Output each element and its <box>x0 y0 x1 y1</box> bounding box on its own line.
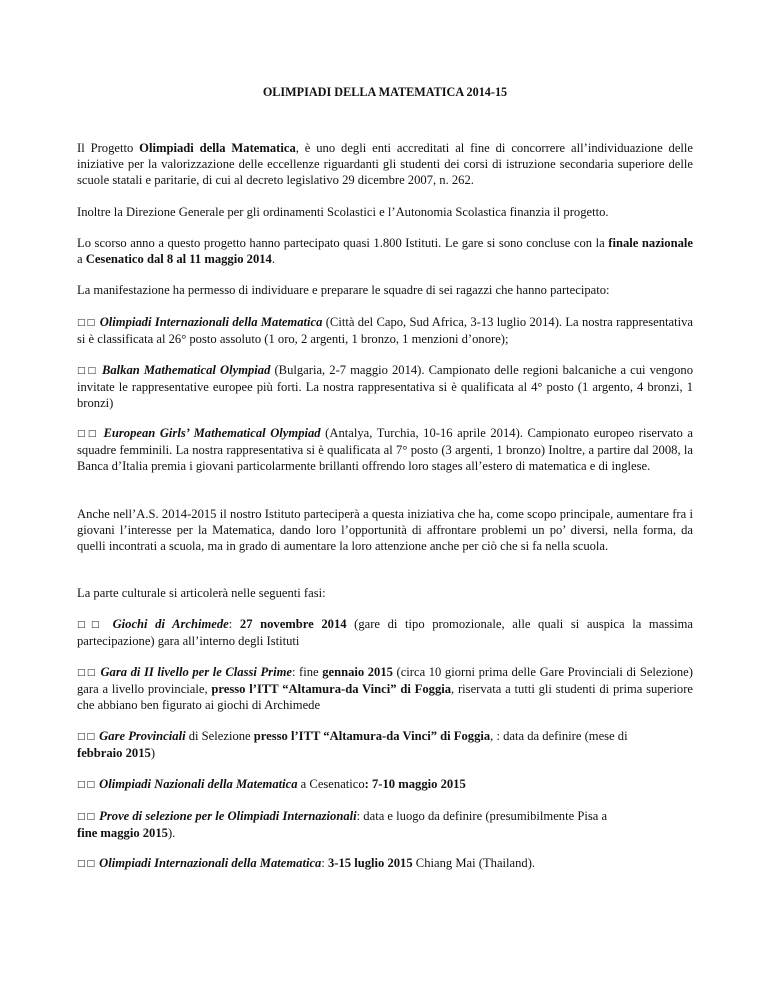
text: a Cesenatico <box>297 777 365 791</box>
bullet-icon: □□ <box>77 668 97 678</box>
bullet-icon: □□ <box>77 732 97 742</box>
phase-date: : 7-10 maggio 2015 <box>364 777 466 791</box>
phase-name: Gara di II livello per le Classi Prime <box>100 665 292 679</box>
bullet-icon: □□ <box>77 780 97 790</box>
text: : fine <box>291 665 323 679</box>
phase-classi-prime <box>77 664 693 713</box>
text: : data e luogo da definire (presumibilmente Pisa a <box>356 809 608 823</box>
phase-date: fine maggio 2015 <box>77 826 168 841</box>
bullet-icon: □□ <box>77 812 97 822</box>
project-name: Olimpiadi della Matematica <box>139 141 296 155</box>
text: (gare di tipo promozionale, alle quali si auspica la massima partecipazione) gara all’interno degli Istituti <box>77 617 693 649</box>
text: (Città del Capo, Sud Africa, 3-13 luglio 2014). La nostra rappresentativa si è classificata al 26° posto assoluto (1 oro, 2 argenti, 1 bronzo, 1 menzioni d’onore); <box>77 315 693 347</box>
text: Chiang Mai (Thailand). <box>412 856 536 870</box>
phase-place: presso l’ITT “Altamura-da Vinci” di Foggia <box>253 729 491 743</box>
bullet-icon: □□ <box>77 620 105 630</box>
phase-name: Gare Provinciali <box>99 729 186 743</box>
text: a <box>77 252 86 267</box>
text-bold: Cesenatico dal 8 al 11 maggio 2014 <box>85 252 272 267</box>
bullet-egmo-2014 <box>77 425 693 474</box>
competition-name: Olimpiadi Internazionali della Matematica <box>99 315 323 329</box>
phase-nazionali <box>77 776 693 793</box>
phase-provinciali <box>77 728 693 761</box>
phases-intro: La parte culturale si articolerà nelle seguenti fasi: <box>77 586 326 600</box>
phase-place: presso l’ITT “Altamura-da Vinci” di Foggia <box>211 682 452 697</box>
text: (Bulgaria, 2-7 maggio 2014). Campionato delle regioni balcaniche a cui vengono invitate le rappresentative europee più forti. La nostra rappresentativa si è qualificata al 4° posto (1 argento, 4 bronzi, 1 bronzi) <box>77 363 694 411</box>
text: Lo scorso anno a questo progetto hanno partecipato quasi 1.800 Istituti. Le gare si sono concluse con la <box>77 236 609 250</box>
intro-paragraph <box>77 140 693 188</box>
phase-name: Olimpiadi Internazionali della Matematica <box>99 856 322 870</box>
text: . <box>271 252 276 267</box>
text: : <box>321 856 328 870</box>
bullet-balkan-2014 <box>77 362 693 411</box>
text: di Selezione <box>185 729 254 743</box>
text-bold: finale nazionale <box>608 236 693 250</box>
text: , : data da definire (mese di <box>490 729 628 743</box>
institute-paragraph: Anche nell’A.S. 2014-2015 il nostro Istituto parteciperà a questa iniziativa che ha, come scopo principale, aumentare fra i giovani l’interesse per la Matematica, dando loro l’opportunità di affrontare problemi un po’ diversi, nella forma, da quelli incontrati a scuola, ma in grado di aumentare la loro attenzione anche per ciò che si fa nella scuola. <box>77 507 693 554</box>
text: ) <box>150 746 156 761</box>
phase-date: 27 novembre 2014 <box>239 617 347 631</box>
phase-selezione <box>77 808 693 841</box>
bullet-icon: □□ <box>77 859 97 869</box>
phase-date: febbraio 2015 <box>77 746 151 761</box>
text: : <box>228 617 240 631</box>
text: (Antalya, Turchia, 10-16 aprile 2014). Campionato europeo riservato a squadre femminili. La nostra rappresentativa si è qualificata al 7° posto (3 argenti, 1 bronzo) Inoltre, a partire dal 2008, la Banca d’Italia premia i giovani particolarmente brillanti offrendo loro stages all’estero di matematica e di inglese. <box>77 426 694 474</box>
phase-name: Prove di selezione per le Olimpiadi Internazionali <box>99 809 357 823</box>
bullet-icon: □□ <box>77 429 99 439</box>
phase-name: Giochi di Archimede <box>112 617 229 631</box>
phase-date: 3-15 luglio 2015 <box>327 856 413 870</box>
bullet-imo-2014 <box>77 314 693 347</box>
competition-name: European Girls’ Mathematical Olympiad <box>103 426 321 440</box>
bullet-icon: □□ <box>77 318 97 328</box>
document-title: OLIMPIADI DELLA MATEMATICA 2014-15 <box>262 85 508 99</box>
competition-name: Balkan Mathematical Olympiad <box>101 363 271 377</box>
text: , riservata a tutti gli studenti di prima superiore che abbiano ben figurato ai giochi di Archimede <box>77 682 693 713</box>
phase-archimede <box>77 616 693 649</box>
text: (circa 10 giorni prima delle Gare Provinciali di Selezione) gara a livello provinciale, <box>77 665 693 697</box>
phase-date: gennaio 2015 <box>322 665 393 679</box>
last-year-paragraph <box>77 235 693 267</box>
text: , è uno degli enti accreditati al fine di concorrere all’individuazione delle iniziative per la valorizzazione delle eccellenze riguardanti gli studenti dei corsi di istruzione secondaria superiore delle scuole statali e paritarie, di cui al decreto legislativo 29 dicembre 2007, n. 262. <box>77 141 694 188</box>
teams-paragraph: La manifestazione ha permesso di individuare e preparare le squadre di sei ragazzi che hanno partecipato: <box>77 283 610 297</box>
phase-name: Olimpiadi Nazionali della Matematica <box>99 777 298 791</box>
text: ). <box>167 826 176 841</box>
phase-internazionali <box>77 855 693 872</box>
funding-paragraph: Inoltre la Direzione Generale per gli ordinamenti Scolastici e l’Autonomia Scolastica finanzia il progetto. <box>77 205 609 219</box>
text: Il Progetto <box>77 141 140 155</box>
bullet-icon: □□ <box>77 366 98 376</box>
